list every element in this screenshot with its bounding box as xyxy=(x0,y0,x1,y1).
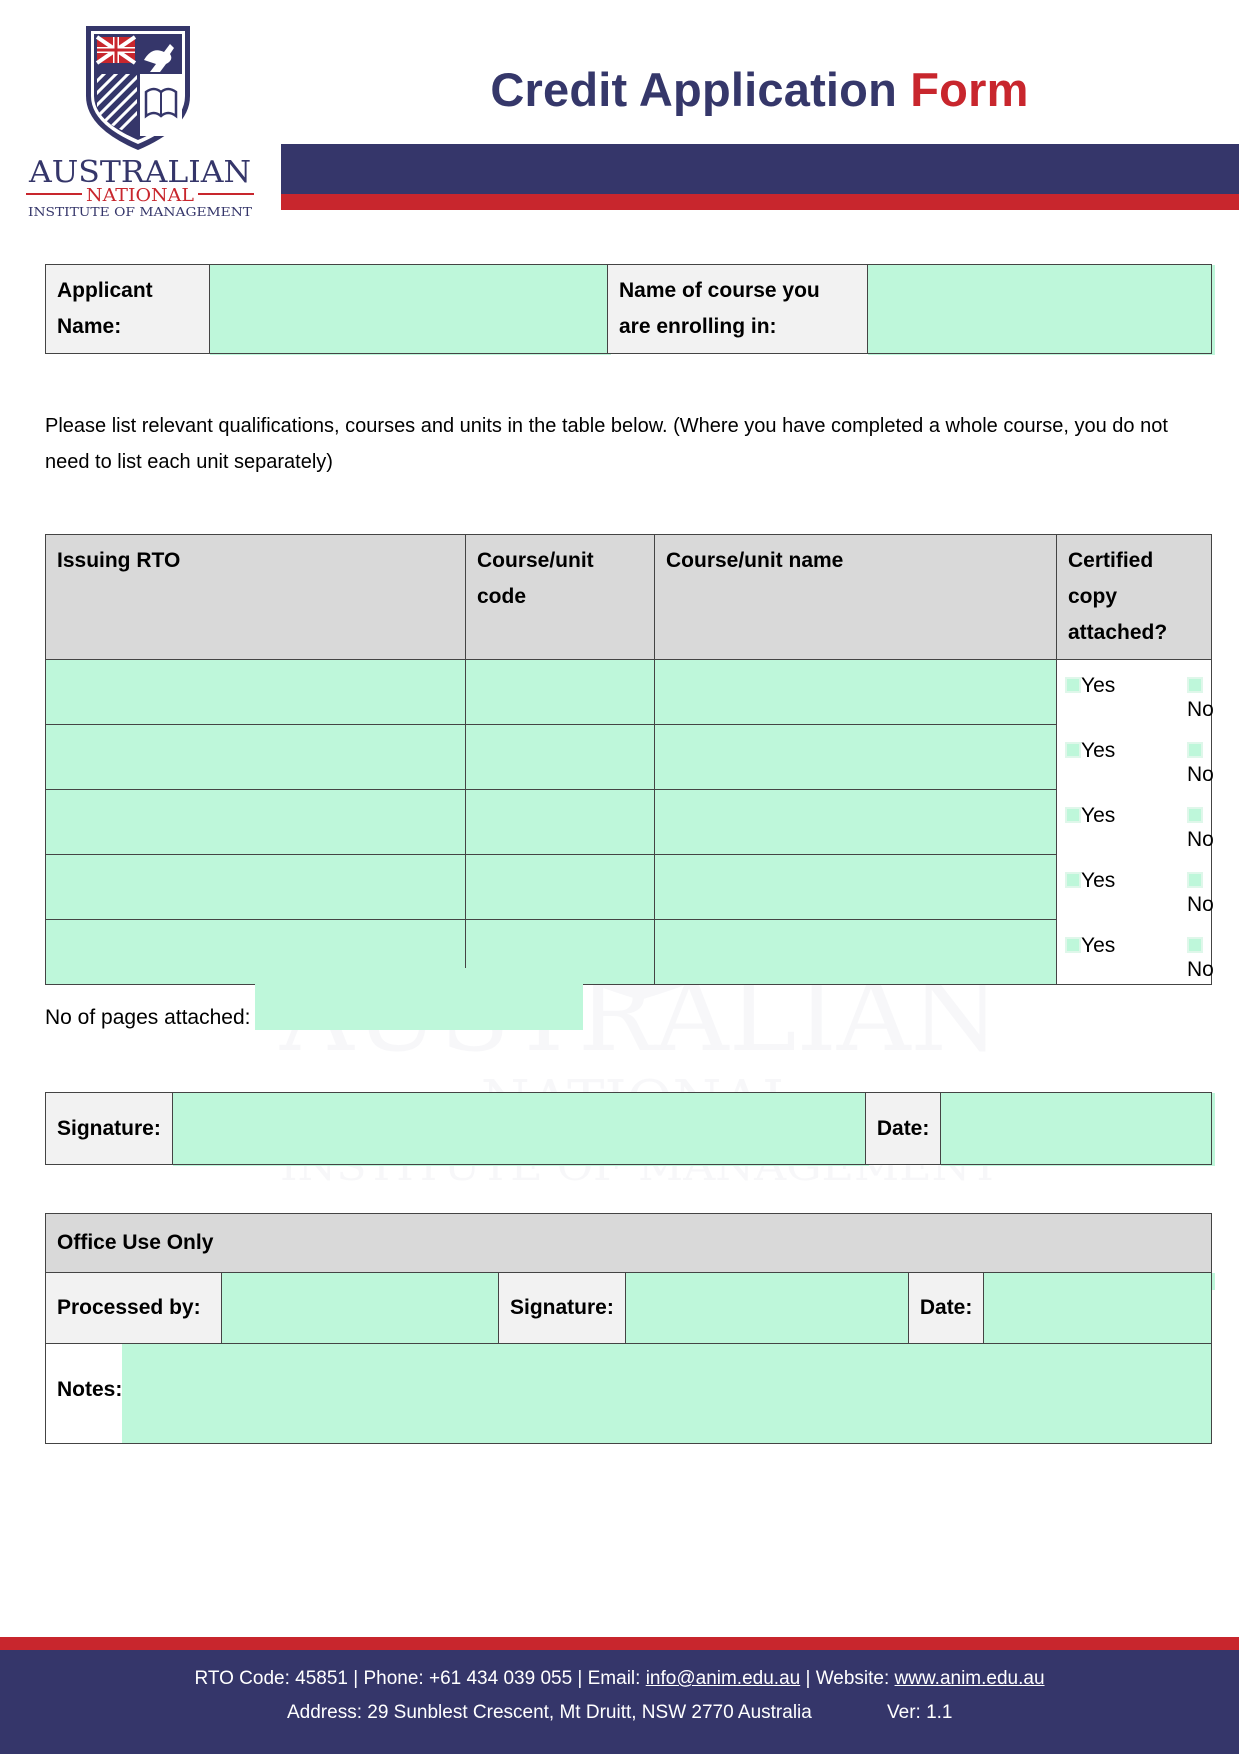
footer-address: Address: 29 Sunblest Crescent, Mt Druitt, NSW 2770 Australia xyxy=(287,1702,812,1723)
header-band-red xyxy=(281,194,1239,210)
yes-option[interactable] xyxy=(1065,739,1115,763)
yes-option[interactable] xyxy=(1065,674,1115,698)
certified-cell xyxy=(1057,790,1212,855)
applicant-name-input[interactable] xyxy=(210,265,611,355)
footer-rto: RTO Code: 45851 | Phone: +61 434 039 055 | Email: xyxy=(194,1668,646,1689)
code-field[interactable] xyxy=(466,855,655,920)
code-input[interactable] xyxy=(466,660,658,677)
table-row xyxy=(46,790,1212,855)
table-row xyxy=(46,920,1212,985)
header-certified-copy: Certified copy attached? xyxy=(1057,535,1212,660)
footer-website-label: | Website: xyxy=(800,1668,895,1689)
code-field[interactable] xyxy=(466,790,655,855)
rto-field[interactable] xyxy=(46,725,466,790)
no-checkbox[interactable] xyxy=(1187,937,1203,953)
logo-national: NATIONAL xyxy=(86,185,195,206)
qualifications-table xyxy=(45,534,1212,985)
signature-label: Signature: xyxy=(46,1093,173,1165)
title-accent: Form xyxy=(910,63,1029,116)
pages-attached-input[interactable] xyxy=(255,968,583,1030)
rto-input[interactable] xyxy=(46,660,469,677)
course-name-label: Name of course you are enrolling in: xyxy=(608,265,868,354)
yes-option[interactable] xyxy=(1065,804,1115,828)
yes-option[interactable] xyxy=(1065,869,1115,893)
no-label: No xyxy=(1187,892,1214,916)
no-label: No xyxy=(1187,698,1214,721)
name-field[interactable] xyxy=(655,855,1057,920)
office-signature-label: Signature: xyxy=(499,1273,626,1344)
no-checkbox[interactable] xyxy=(1187,807,1203,823)
date-label: Date: xyxy=(865,1093,941,1165)
yes-checkbox[interactable] xyxy=(1065,677,1081,693)
footer-email-link[interactable]: info@anim.edu.au xyxy=(645,1668,801,1689)
name-input[interactable] xyxy=(655,725,1060,742)
instructions-text: Please list relevant qualifications, courses and units in the table below. (Where you have completed a whole course, you do not need to list each unit separately) xyxy=(45,415,1168,473)
yes-checkbox[interactable] xyxy=(1065,937,1081,953)
code-field[interactable] xyxy=(466,660,655,725)
certified-cell xyxy=(1057,920,1212,985)
rto-field[interactable] xyxy=(46,855,466,920)
no-label: No xyxy=(1187,827,1214,851)
title-main: Credit Application xyxy=(490,63,897,116)
code-input[interactable] xyxy=(466,725,658,742)
no-option[interactable] xyxy=(1187,869,1214,917)
code-input[interactable] xyxy=(466,855,658,872)
office-signature-field[interactable] xyxy=(625,1273,908,1344)
office-date-field[interactable] xyxy=(984,1273,1212,1344)
processed-by-input[interactable] xyxy=(222,1273,502,1290)
header-issuing-rto: Issuing RTO xyxy=(46,535,466,660)
name-input[interactable] xyxy=(655,660,1060,677)
applicant-name-field[interactable] xyxy=(210,265,608,354)
name-field[interactable] xyxy=(655,790,1057,855)
certified-cell xyxy=(1057,660,1212,725)
code-input[interactable] xyxy=(466,790,658,807)
no-label: No xyxy=(1187,762,1214,786)
table-row xyxy=(46,855,1212,920)
rto-input[interactable] xyxy=(46,920,469,937)
pages-attached-field[interactable] xyxy=(255,968,579,1029)
processed-by-field[interactable] xyxy=(222,1273,499,1344)
table-row xyxy=(46,660,1212,725)
name-field[interactable] xyxy=(655,920,1057,985)
no-option[interactable] xyxy=(1187,934,1214,982)
no-option[interactable] xyxy=(1187,804,1214,852)
no-option[interactable] xyxy=(1187,674,1214,722)
signature-input[interactable] xyxy=(173,1093,869,1166)
name-input[interactable] xyxy=(655,790,1060,807)
yes-checkbox[interactable] xyxy=(1065,807,1081,823)
logo-institute: INSTITUTE OF MANAGEMENT xyxy=(28,205,253,219)
anim-logo xyxy=(24,24,256,220)
yes-checkbox[interactable] xyxy=(1065,872,1081,888)
no-option[interactable] xyxy=(1187,739,1214,787)
notes-label: Notes: xyxy=(57,1378,123,1401)
pages-attached-label: No of pages attached: xyxy=(45,1006,251,1029)
name-input[interactable] xyxy=(655,855,1060,872)
code-input[interactable] xyxy=(466,920,658,937)
yes-label: Yes xyxy=(1081,803,1116,827)
processed-by-label: Processed by: xyxy=(46,1273,222,1344)
no-checkbox[interactable] xyxy=(1187,872,1203,888)
logo-australian: AUSTRALIAN xyxy=(27,155,252,190)
footer xyxy=(0,1650,1239,1754)
office-use-table xyxy=(45,1213,1212,1444)
applicant-name-label: Applicant Name: xyxy=(46,265,210,354)
office-date-input[interactable] xyxy=(984,1273,1215,1290)
no-checkbox[interactable] xyxy=(1187,742,1203,758)
notes-cell xyxy=(46,1344,1212,1444)
office-signature-input[interactable] xyxy=(626,1273,912,1290)
no-label: No xyxy=(1187,957,1214,981)
yes-label: Yes xyxy=(1081,738,1116,762)
footer-version: Ver: 1.1 xyxy=(887,1702,953,1723)
name-field[interactable] xyxy=(655,725,1057,790)
office-date-label: Date: xyxy=(908,1273,984,1344)
footer-contact-line xyxy=(0,1668,1239,1690)
date-field[interactable] xyxy=(941,1093,1212,1165)
rto-input[interactable] xyxy=(46,790,469,807)
yes-option[interactable] xyxy=(1065,934,1115,958)
office-use-title: Office Use Only xyxy=(46,1214,1212,1273)
signature-field[interactable] xyxy=(172,1093,865,1165)
signature-table xyxy=(45,1092,1212,1165)
no-checkbox[interactable] xyxy=(1187,677,1203,693)
rto-input[interactable] xyxy=(46,855,469,872)
certified-cell xyxy=(1057,855,1212,920)
date-input[interactable] xyxy=(941,1093,1215,1166)
yes-label: Yes xyxy=(1081,933,1116,957)
certified-cell xyxy=(1057,725,1212,790)
yes-label: Yes xyxy=(1081,868,1116,892)
rto-input[interactable] xyxy=(46,725,469,742)
name-input[interactable] xyxy=(655,920,1060,937)
header-course-name: Course/unit name xyxy=(655,535,1057,660)
yes-label: Yes xyxy=(1081,674,1116,697)
rto-field[interactable] xyxy=(46,790,466,855)
course-name-input[interactable] xyxy=(868,265,1215,355)
applicant-table xyxy=(45,264,1212,354)
course-name-field[interactable] xyxy=(868,265,1212,354)
name-field[interactable] xyxy=(655,660,1057,725)
table-row xyxy=(46,725,1212,790)
yes-checkbox[interactable] xyxy=(1065,742,1081,758)
header-course-code: Course/unit code xyxy=(466,535,655,660)
notes-field[interactable] xyxy=(122,1344,1211,1443)
header-band-navy xyxy=(281,144,1239,194)
footer-website-link[interactable]: www.anim.edu.au xyxy=(894,1668,1045,1689)
code-field[interactable] xyxy=(466,725,655,790)
footer-band-red xyxy=(0,1637,1239,1650)
rto-field[interactable] xyxy=(46,660,466,725)
page-title xyxy=(280,62,1239,117)
